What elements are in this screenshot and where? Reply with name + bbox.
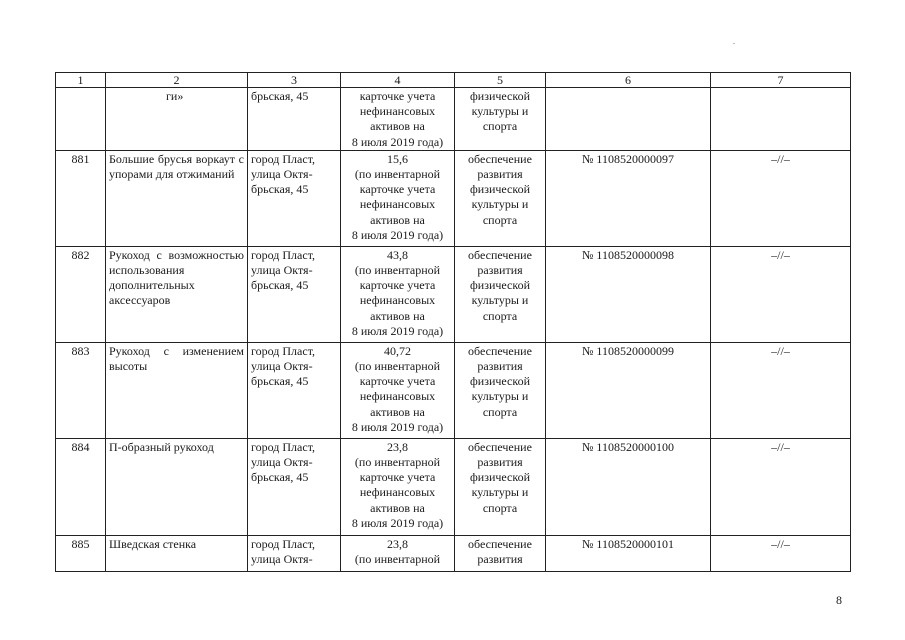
object-area xyxy=(341,342,455,438)
object-purpose xyxy=(455,88,546,151)
row-number: 881 xyxy=(56,150,106,246)
object-address xyxy=(248,342,341,438)
object-address xyxy=(248,88,341,151)
object-name xyxy=(106,88,248,151)
col-header-6: 6 xyxy=(546,73,711,88)
col-header-7: 7 xyxy=(711,73,851,88)
row-number: 883 xyxy=(56,342,106,438)
object-purpose xyxy=(455,438,546,535)
note xyxy=(711,88,851,151)
object-address-text: город Пласт, улица Октя- брьская, 45 xyxy=(251,247,316,293)
object-name: Рукоход с возможностью использования дополнительных аксессуаров xyxy=(106,246,248,342)
object-address-text: брьская, 45 xyxy=(251,89,309,103)
object-address xyxy=(248,246,341,342)
object-address xyxy=(248,150,341,246)
object-name-text: ги» xyxy=(166,89,184,103)
col-header-3: 3 xyxy=(248,73,341,88)
object-area-text: 43,8 (по инвентарной карточке учета нефинансовых активов на 8 июля 2019 года) xyxy=(351,247,444,338)
object-address-text: город Пласт, улица Октя- брьская, 45 xyxy=(251,439,316,485)
note: –//– xyxy=(711,438,851,535)
col-header-1: 1 xyxy=(56,73,106,88)
object-area xyxy=(341,246,455,342)
object-address xyxy=(248,535,341,571)
inventory-number: № 1108520000100 xyxy=(546,438,711,535)
object-name: Рукоход с изменением высоты xyxy=(106,342,248,438)
row-number: 885 xyxy=(56,535,106,571)
inventory-number xyxy=(546,88,711,151)
inventory-number: № 1108520000097 xyxy=(546,150,711,246)
object-purpose-text: обеспечение развития xyxy=(468,536,532,567)
table-row xyxy=(56,246,851,342)
col-header-5: 5 xyxy=(455,73,546,88)
table-row xyxy=(56,88,851,151)
object-purpose-text: обеспечение развития физической культуры и спорта xyxy=(468,151,532,227)
object-area-text: 15,6 (по инвентарной карточке учета нефинансовых активов на 8 июля 2019 года) xyxy=(351,151,444,242)
table-row xyxy=(56,342,851,438)
row-number xyxy=(56,88,106,151)
object-address-text: город Пласт, улица Октя- брьская, 45 xyxy=(251,343,316,389)
table-row xyxy=(56,438,851,535)
row-number: 884 xyxy=(56,438,106,535)
table-row xyxy=(56,535,851,571)
col-header-2: 2 xyxy=(106,73,248,88)
note: –//– xyxy=(711,342,851,438)
inventory-number: № 1108520000101 xyxy=(546,535,711,571)
object-area-text: карточке учета нефинансовых активов на 8 июля 2019 года) xyxy=(351,89,444,149)
object-area-text: 23,8 (по инвентарной карточке учета нефинансовых активов на 8 июля 2019 года) xyxy=(351,439,444,530)
note: –//– xyxy=(711,535,851,571)
object-purpose-text: физической культуры и спорта xyxy=(470,89,530,134)
object-name: Шведская стенка xyxy=(106,535,248,571)
object-area xyxy=(341,535,455,571)
object-area xyxy=(341,438,455,535)
object-purpose xyxy=(455,150,546,246)
table-header-row xyxy=(56,73,851,88)
object-name: П-образный рукоход xyxy=(106,438,248,535)
object-area-text: 40,72 (по инвентарной карточке учета нефинансовых активов на 8 июля 2019 года) xyxy=(351,343,444,434)
object-address-text: город Пласт, улица Октя- брьская, 45 xyxy=(251,151,316,197)
table-row xyxy=(56,150,851,246)
row-number: 882 xyxy=(56,246,106,342)
scan-speck xyxy=(733,43,735,44)
object-name: Большие брусья воркаут с упорами для отжиманий xyxy=(106,150,248,246)
object-purpose-text: обеспечение развития физической культуры и спорта xyxy=(468,439,532,515)
object-area-text: 23,8 (по инвентарной xyxy=(354,536,441,567)
inventory-number: № 1108520000098 xyxy=(546,246,711,342)
object-address xyxy=(248,438,341,535)
page-number: 8 xyxy=(836,593,842,607)
object-purpose xyxy=(455,246,546,342)
property-table xyxy=(55,72,851,572)
object-purpose xyxy=(455,342,546,438)
object-address-text: город Пласт, улица Октя- xyxy=(251,536,316,567)
object-area xyxy=(341,88,455,151)
object-purpose-text: обеспечение развития физической культуры и спорта xyxy=(468,247,532,323)
object-purpose-text: обеспечение развития физической культуры и спорта xyxy=(468,343,532,419)
col-header-4: 4 xyxy=(341,73,455,88)
object-area xyxy=(341,150,455,246)
note: –//– xyxy=(711,246,851,342)
inventory-number: № 1108520000099 xyxy=(546,342,711,438)
object-purpose xyxy=(455,535,546,571)
note: –//– xyxy=(711,150,851,246)
